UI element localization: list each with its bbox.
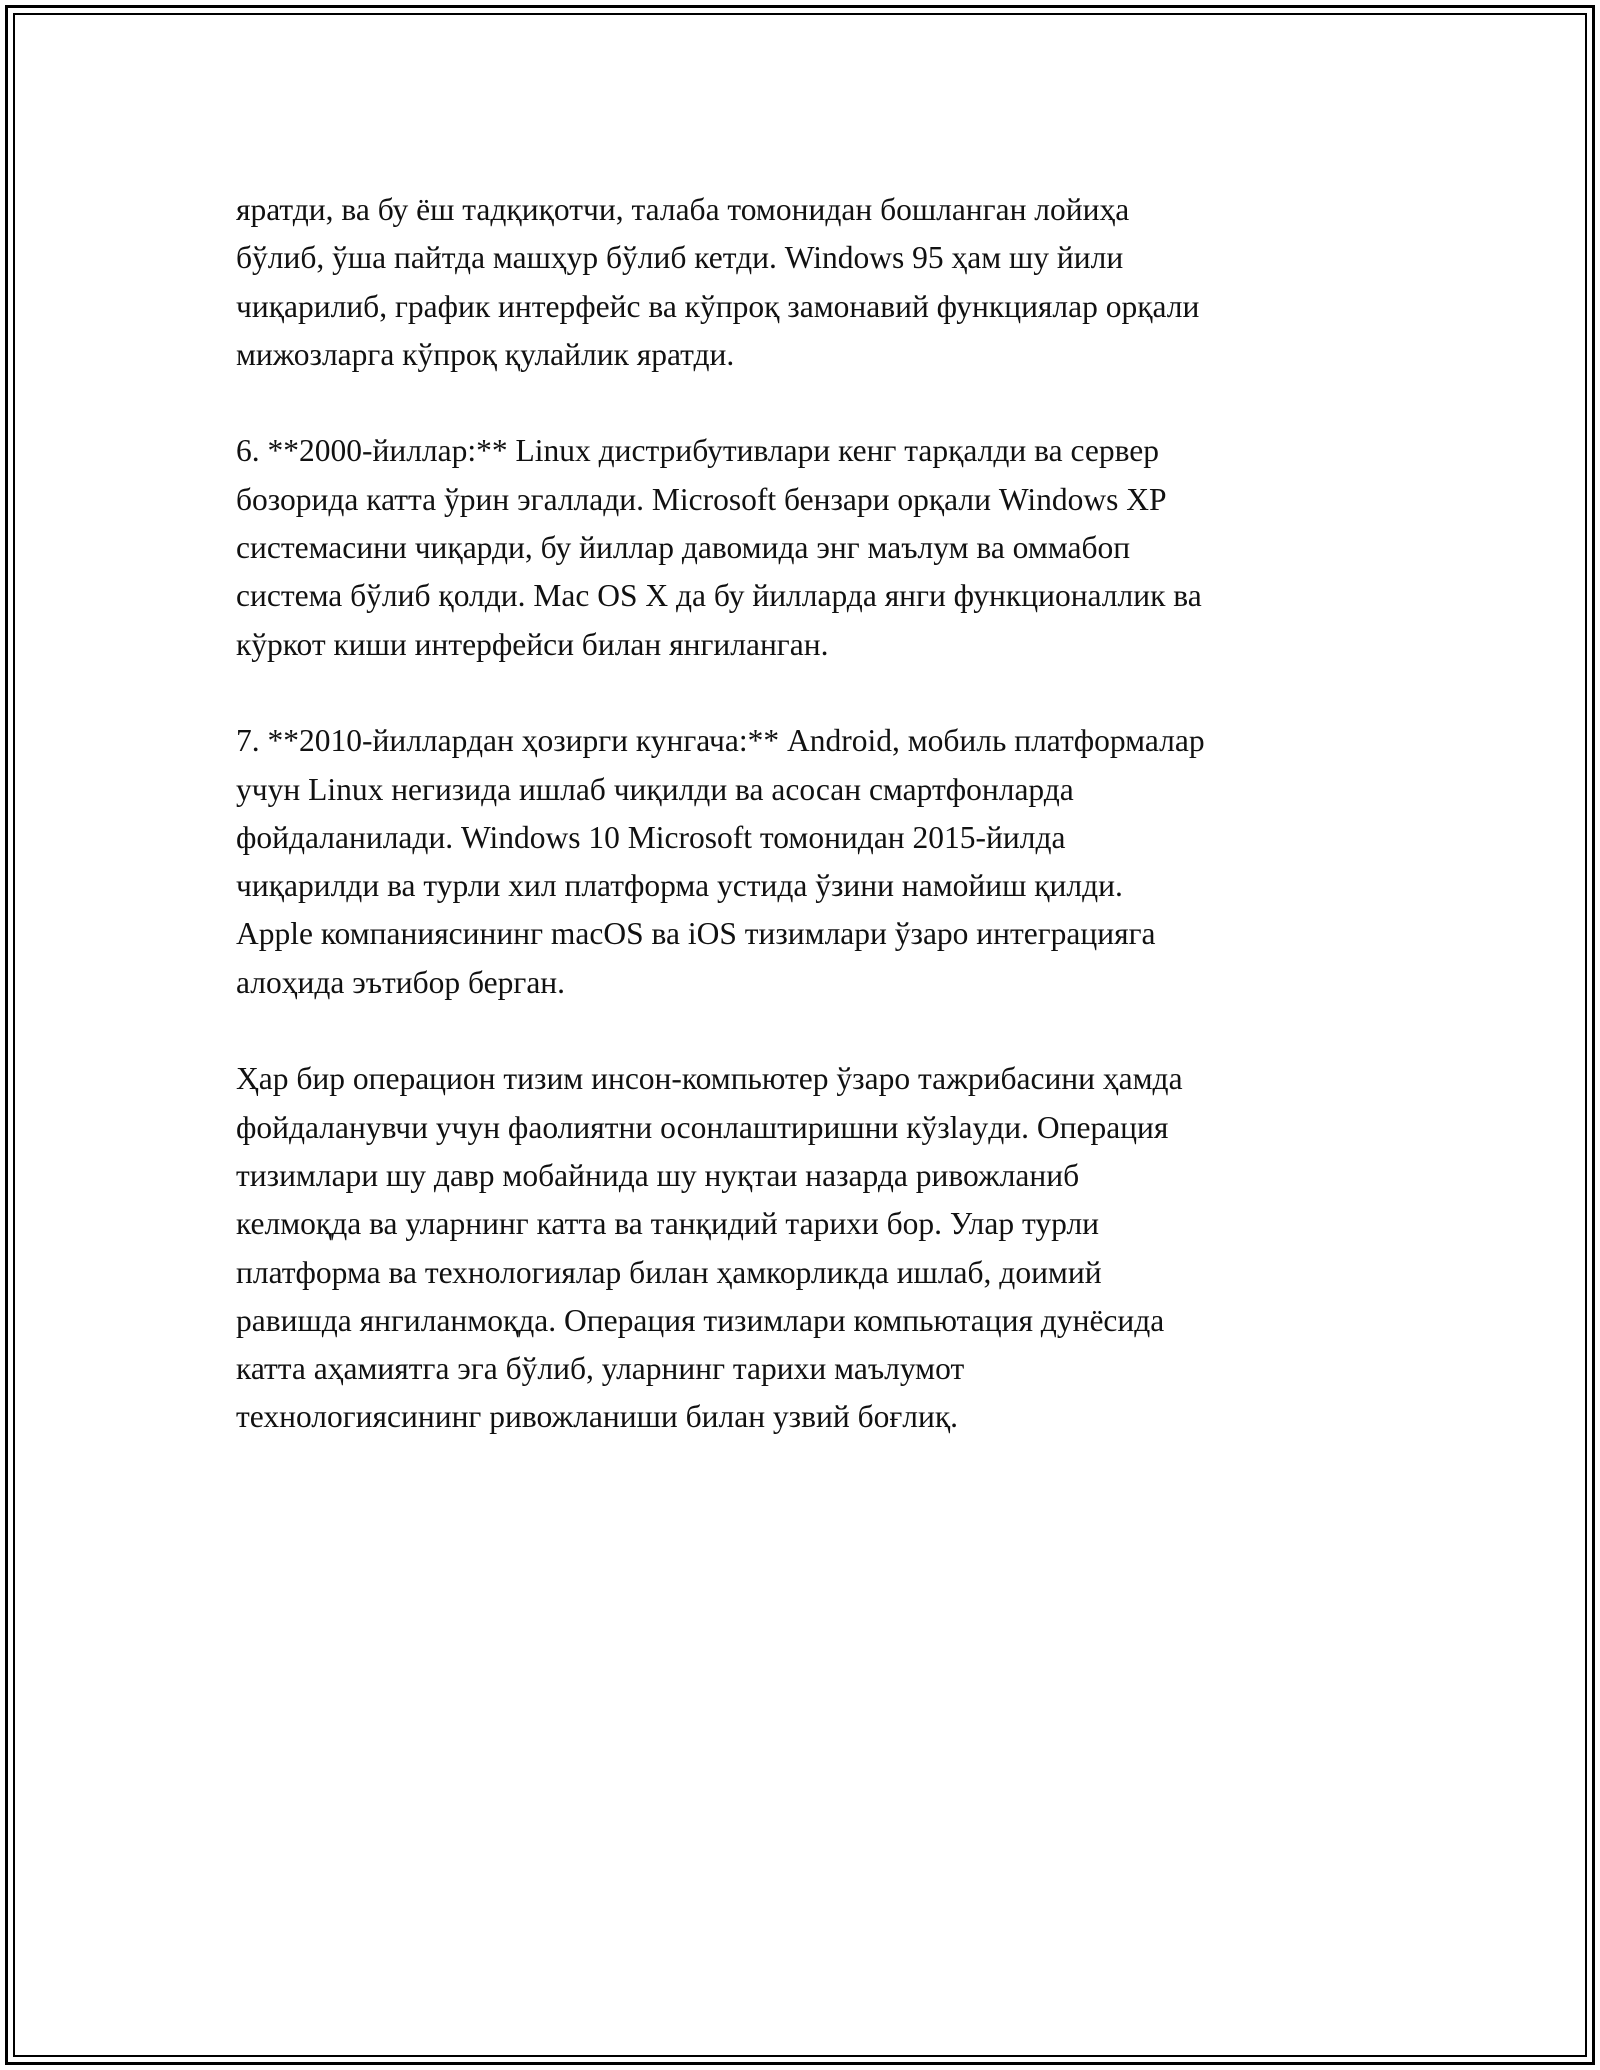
paragraph-windows-95: [236, 186, 1376, 379]
document-body: [236, 186, 1376, 1490]
text-line: Apple компаниясининг macOS ва iOS тизимлари ўзаро интеграцияга: [236, 916, 1156, 952]
text-line: фойдаланувчи учун фаолиятни осонлаштиришни кўзlayди. Операция: [236, 1109, 1169, 1145]
text-line: мижозларга кўпроқ қулайлик яратди.: [236, 336, 735, 372]
text-line: чиқарилиб, график интерфейс ва кўпроқ замонавий функциялар орқали: [236, 288, 1200, 324]
text-line: бозорида катта ўрин эгаллади. Microsoft бензари орқали Windows XP: [236, 481, 1167, 517]
text-line: алоҳида эътибор берган.: [236, 964, 566, 1000]
text-line: платформа ва технологиялар билан ҳамкорликда ишлаб, доимий: [236, 1254, 1102, 1290]
text-line: бўлиб, ўша пайтда машҳур бўлиб кетди. Windows 95 ҳам шу йили: [236, 240, 1124, 276]
text-line: келмоқда ва уларнинг катта ва танқидий тарихи бор. Улар турли: [236, 1206, 1100, 1242]
text-line: кўркот киши интерфейси билан янгиланган.: [236, 626, 829, 662]
text-line: 7. **2010-йиллардан ҳозирги кунгача:** Android, мобиль платформалар: [236, 723, 1205, 759]
text-line: технологиясининг ривожланиши билан узвий боғлиқ.: [236, 1399, 959, 1435]
paragraph-2010s: [236, 717, 1376, 1007]
text-line: яратди, ва бу ёш тадқиқотчи, талаба томонидан бошланган лойиҳа: [236, 192, 1130, 227]
paragraph-conclusion: [236, 1055, 1376, 1441]
text-line: учун Linux негизида ишлаб чиқилди ва асосан смартфонларда: [236, 771, 1074, 807]
text-line: равишда янгиланмоқда. Операция тизимлари компьютация дунёсида: [236, 1302, 1165, 1338]
text-line: 6. **2000-йиллар:** Linux дистрибутивлари кенг тарқалди ва сервер: [236, 433, 1159, 469]
text-line: система бўлиб қолди. Mac OS X да бу йилларда янги функционаллик ва: [236, 578, 1202, 614]
text-line: Ҳар бир операцион тизим инсон-компьютер ўзаро тажрибасини ҳамда: [236, 1061, 1183, 1097]
text-line: фойдаланилади. Windows 10 Microsoft томонидан 2015-йилда: [236, 819, 1066, 855]
paragraph-2000s: [236, 427, 1376, 668]
text-line: тизимлари шу давр мобайнида шу нуқтаи назарда ривожланиб: [236, 1157, 1080, 1193]
text-line: чиқарилди ва турли хил платформа устида ўзини намойиш қилди.: [236, 868, 1123, 904]
text-line: катта аҳамиятга эга бўлиб, уларнинг тарихи маълумот: [236, 1351, 965, 1387]
text-line: системасини чиқарди, бу йиллар давомида энг маълум ва оммабоп: [236, 530, 1131, 566]
